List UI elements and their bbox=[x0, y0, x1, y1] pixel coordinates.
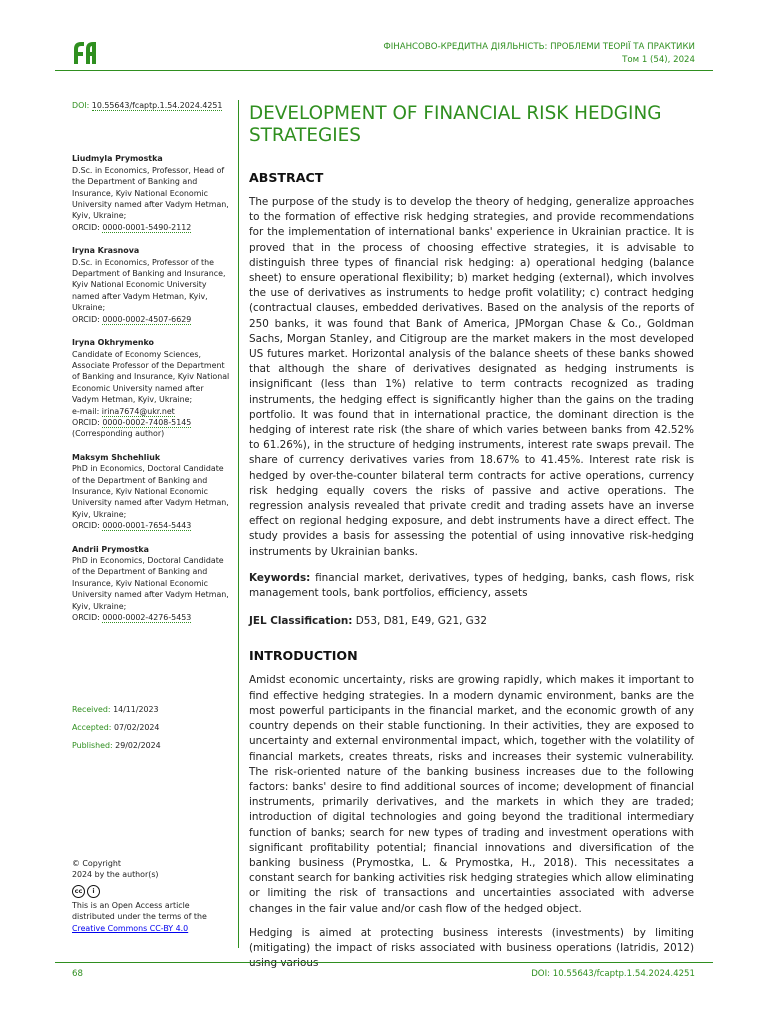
abstract-heading: ABSTRACT bbox=[249, 170, 324, 185]
footer-divider bbox=[55, 962, 713, 963]
author-affiliation: D.Sc. in Economics, Professor of the Department of Banking and Insurance, Kyiv National Economic University named after Vadym Hetman, Kyiv, Ukraine; bbox=[72, 257, 226, 313]
copyright-block bbox=[72, 858, 232, 934]
cc-license-badge bbox=[72, 885, 232, 898]
author-affiliation: PhD in Economics, Doctoral Candidate of the Department of Banking and Insurance, Kyiv National Economic University named after Vadym Hetman, Kyiv, Ukraine; bbox=[72, 556, 229, 611]
journal-logo-icon bbox=[72, 40, 98, 64]
author-orcid: ORCID: 0000-0001-7654-5443 bbox=[72, 521, 192, 531]
copyright-line: © Copyright bbox=[72, 859, 121, 868]
header-divider bbox=[55, 70, 713, 71]
received-date: Received: 14/11/2023 bbox=[72, 705, 159, 714]
article-main bbox=[249, 103, 694, 971]
email-link[interactable]: irina7674@ukr.net bbox=[101, 406, 175, 416]
author-name: Iryna Okhrymenko bbox=[72, 338, 154, 348]
author-name: Iryna Krasnova bbox=[72, 246, 140, 256]
author-affiliation: Candidate of Economy Sciences, Associate Professor of the Department of Banking and Insurance, Kyiv National Economic University named after Vadym Hetman, Kyiv, Ukraine; bbox=[72, 349, 230, 405]
introduction-heading: INTRODUCTION bbox=[249, 648, 358, 664]
jel-codes: D53, D81, E49, G21, G32 bbox=[355, 615, 487, 628]
journal-name: ФІНАНСОВО-КРЕДИТНА ДІЯЛЬНІСТЬ: ПРОБЛЕМИ ТЕОРІЇ ТА ПРАКТИКИ bbox=[383, 42, 695, 52]
published-date: Published: 29/02/2024 bbox=[72, 741, 161, 750]
keywords-label: Keywords: bbox=[249, 571, 311, 584]
author-orcid: ORCID: 0000-0001-5490-2112 bbox=[72, 222, 192, 232]
author-orcid: ORCID: 0000-0002-4276-5453 bbox=[72, 613, 192, 623]
license-text: This is an Open Access article distributed under the terms of the bbox=[72, 900, 207, 922]
author-email: e-mail: irina7674@ukr.net bbox=[72, 406, 175, 416]
author-block-4 bbox=[72, 452, 230, 532]
author-block-3 bbox=[72, 337, 230, 440]
doi-top: DOI: 10.55643/fcaptp.1.54.2024.4251 bbox=[72, 101, 223, 110]
abstract-text: The purpose of the study is to develop the theory of hedging, generalize approaches to the formation of effective risk hedging strategies, and provide recommendations for the implementation of international banks' experience in Ukrainian practice. It is proved that in the process of choosing effective strategies, it is advisable to distinguish three types of financial risk hedging: a) operational hedging (balance sheet) to ensure operational flexibility; b) market hedging (external), which involves the use of derivatives as instruments to hedge profit volatility; c) contract hedging (contractual clauses, embedded derivatives. Based on the analysis of the reports of 250 banks, it was found that Bank of America, JPMorgan Chase & Co., Goldman Sachs, Morgan Stanley, and Citigroup are the market makers in the most developed US futures market. Horizontal analysis of the balance sheets of these banks showed that although the share of derivatives designated as hedging instruments is insignificant (less than 1%) relative to term contracts recognized as trading instruments, the hedging effect is significantly higher than the gains on the trading portfolio. It was found that in international practice, the dominant direction is the hedging of interest rate risk (the share of which varies between banks from 42.52% to 61.26%), in the structure of hedging instruments, interest rate swaps prevail. The share of currency derivatives varies from 18.67% to 41.45%. Interest rate risk is hedged by over-the-counter bilateral term contracts for active operations, currency risk hedging equally covers the risks of passive and active operations. The regression analysis revealed that private credit and trading assets have an inverse effect on regional hedging exposure, and debt instruments have a direct effect. The study provides a basis for assessing the potential of using innovative risk-hedging instruments by Ukrainian banks. bbox=[249, 196, 694, 558]
orcid-link[interactable]: 0000-0002-4507-6629 bbox=[102, 314, 192, 324]
author-affiliation: D.Sc. in Economics, Professor, Head of the Department of Banking and Insurance, Kyiv National Economic University named after Vadym Hetman, Kyiv, Ukraine; bbox=[72, 165, 229, 221]
orcid-link[interactable]: 0000-0001-7654-5443 bbox=[102, 521, 192, 531]
footer-doi: DOI: 10.55643/fcaptp.1.54.2024.4251 bbox=[531, 969, 695, 979]
author-affiliation: PhD in Economics, Doctoral Candidate of the Department of Banking and Insurance, Kyiv National Economic University named after Vadym Hetman, Kyiv, Ukraine; bbox=[72, 464, 229, 519]
author-name: Liudmyla Prymostka bbox=[72, 154, 163, 164]
cc-by-icon: i bbox=[87, 885, 100, 898]
copyright-year: 2024 by the author(s) bbox=[72, 870, 159, 880]
column-divider bbox=[238, 100, 239, 948]
keywords bbox=[249, 571, 694, 601]
author-orcid: ORCID: 0000-0002-7408-5145 bbox=[72, 417, 192, 427]
author-block-5 bbox=[72, 544, 230, 624]
author-name: Andrii Prymostka bbox=[72, 544, 149, 554]
jel-classification bbox=[249, 614, 694, 629]
article-dates bbox=[72, 701, 161, 755]
author-name: Maksym Shchehliuk bbox=[72, 452, 161, 462]
keywords-text: financial market, derivatives, types of hedging, banks, cash flows, risk management tools, bank portfolios, efficiency, assets bbox=[249, 571, 694, 600]
cc-icon: cc bbox=[72, 885, 85, 898]
page-number: 68 bbox=[72, 969, 83, 979]
journal-header bbox=[383, 41, 695, 67]
introduction-paragraph-1: Amidst economic uncertainty, risks are growing rapidly, which makes it important to find effective hedging strategies. In a modern dynamic environment, banks are the most powerful participants in the financial market, and the economic growth of any country depends on their stable functioning. In their activities, they are exposed to uncertainty and external environmental impact, which, together with the volatility of financial markets, creates threats, risks and increases their systemic vulnerability. The risk-oriented nature of the banking business increases due to the following factors: banks' desire to find additional sources of income; development of financial instruments, primarily derivatives, and the markets in which they are traded; introduction of digital technologies and going beyond the traditional intermediary function of banks; search for new types of trading and investment operations with significant profitability potential; financial innovations and diversification of the banking business (Prymostka, L. & Prymostka, H., 2018). This necessitates a constant search for banking activities risk hedging strategies which allow eliminating or limiting the risk of transactions and uncertainties associated with adverse changes in the fair value and/or cash flow of the hedged object. bbox=[249, 674, 694, 915]
author-block-1 bbox=[72, 153, 230, 233]
journal-issue: Том 1 (54), 2024 bbox=[622, 55, 695, 65]
orcid-link[interactable]: 0000-0002-4276-5453 bbox=[102, 613, 192, 623]
orcid-link[interactable]: 0000-0002-7408-5145 bbox=[102, 417, 192, 427]
author-orcid: ORCID: 0000-0002-4507-6629 bbox=[72, 314, 192, 324]
introduction-paragraph-2: Hedging is aimed at protecting business interests (investments) by limiting (mitigating) the impact of risks associated with business operations (Iatridis, 2012) using various bbox=[249, 926, 694, 970]
orcid-link[interactable]: 0000-0001-5490-2112 bbox=[102, 222, 192, 232]
jel-label: JEL Classification: bbox=[249, 615, 353, 628]
accepted-date: Accepted: 07/02/2024 bbox=[72, 723, 160, 732]
author-block-2 bbox=[72, 245, 230, 325]
article-title: DEVELOPMENT OF FINANCIAL RISK HEDGING STRATEGIES bbox=[249, 103, 662, 146]
author-sidebar bbox=[72, 100, 230, 623]
doi-link[interactable]: 10.55643/fcaptp.1.54.2024.4251 bbox=[91, 101, 223, 110]
license-link[interactable]: Creative Commons CC-BY 4.0 bbox=[72, 923, 189, 933]
corresponding-note: (Corresponding author) bbox=[72, 429, 165, 439]
